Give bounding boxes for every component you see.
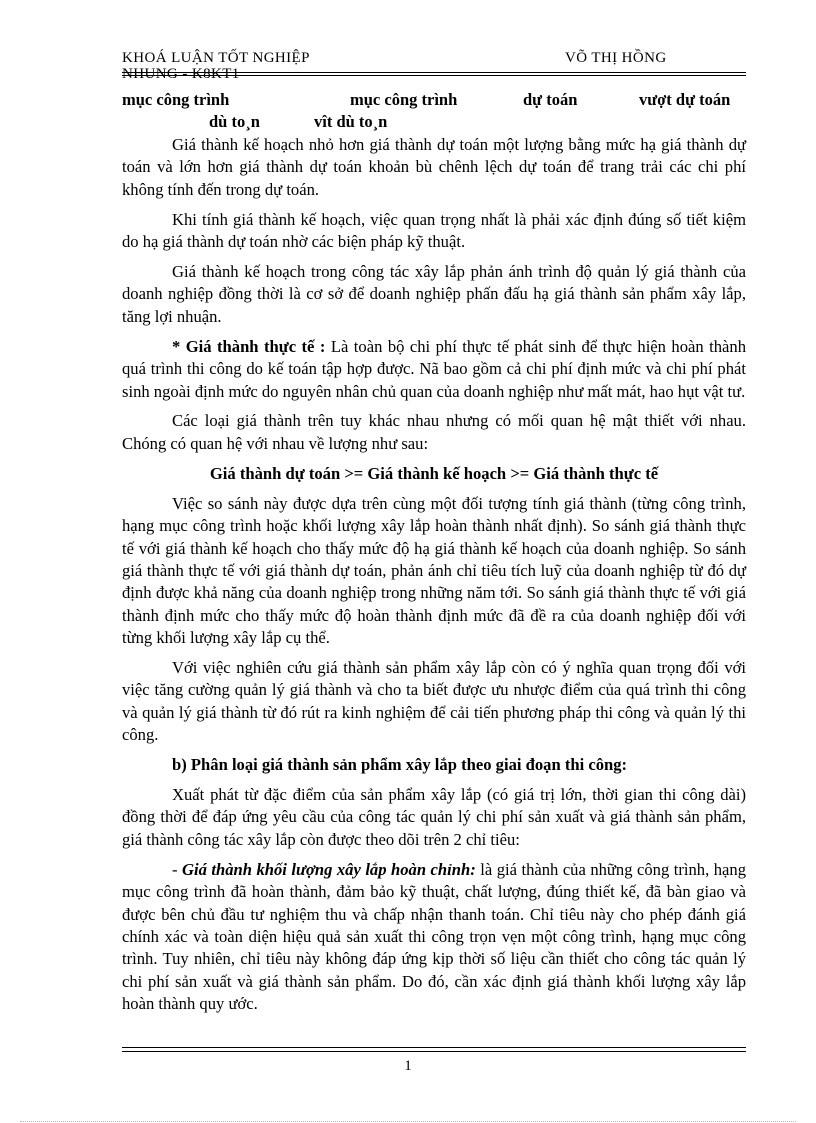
relation-formula: Giá thành dự toán >= Giá thành kế hoạch >= Giá thành thực tế <box>209 463 659 483</box>
term-text: là giá thành của những công trình, hạng mục công trình đã hoàn thành, đảm bảo kỹ thuật, chất lượng, đúng thiết kế, đã bàn giao và được bên chủ đầu tư nghiệm thu và chấp nhận thanh toán. Chỉ tiêu này cho phép đánh giá chính xác và toàn diện hiệu quả sản xuất thi công trọn vẹn một công trình, hạng mục công trình. Tuy nhiên, chỉ tiêu này không đáp ứng kịp thời số liệu cần thiết cho công tác quản lý chi phí sản xuất và giá thành sản phẩm. Do đó, cần xác định giá thành khối lượng xây lắp hoàn thành quy ước. <box>122 859 746 1014</box>
header-rule-bottom <box>122 75 746 76</box>
paragraph-actual-cost <box>122 336 746 403</box>
formula-term: vượt dự toán <box>639 90 731 109</box>
footer-rule-bottom <box>122 1051 746 1052</box>
formula-term: vît dù to¸n <box>314 112 388 131</box>
list-dash: - <box>172 859 183 879</box>
formula-term: dự toán <box>523 90 578 109</box>
body-text <box>122 134 746 1023</box>
header-rule-top <box>122 72 746 73</box>
header-title: KHOÁ LUẬN TỐT NGHIỆP <box>122 50 310 66</box>
formula-term: mục công trình <box>350 90 458 109</box>
header-author: VÕ THỊ HỒNG <box>565 50 667 66</box>
page-edge-divider <box>20 1121 796 1122</box>
header-author-continued: NHUNG - K8KT1 <box>122 66 240 82</box>
term-label: * Giá thành thực tế : <box>172 336 326 356</box>
paragraph: Khi tính giá thành kế hoạch, việc quan trọng nhất là phải xác định đúng số tiết kiệm do hạ giá thành dự toán nhờ các biện pháp kỹ thuật. <box>122 209 746 252</box>
page-number: 1 <box>404 1058 412 1074</box>
paragraph: Giá thành kế hoạch trong công tác xây lắp phản ánh trình độ quản lý giá thành của doanh nghiệp đồng thời là cơ sở để doanh nghiệp phấn đấu hạ giá thành sản phẩm xây lắp, tăng lợi nhuận. <box>122 262 746 326</box>
term-label: Giá thành khối lượng xây lắp hoàn chỉnh: <box>182 859 476 879</box>
footer-rule-top <box>122 1047 746 1048</box>
paragraph: Việc so sánh này được dựa trên cùng một đối tượng tính giá thành (từng công trình, hạng mục công trình hoặc khối lượng xây lắp hoàn thành nhất định). So sánh giá thành thực tế với giá thành kế hoạch cho thấy mức độ hạ giá thành kế hoạch của doanh nghiệp. So sánh giá thành thực tế với giá thành dự toán, phản ánh chỉ tiêu tích luỹ của doanh nghiệp từ đó dự định được khả năng của doanh nghiệp trong những năm tới. So sánh giá thành thực tế với giá thành định mức cho thấy mức độ hoàn thành định mức đã đề ra của doanh nghiệp đối với từng khối lượng xây lắp cụ thể. <box>122 493 746 648</box>
paragraph: Xuất phát từ đặc điểm của sản phẩm xây lắp (có giá trị lớn, thời gian thi công dài) đồng thời để đáp ứng yêu cầu của công tác quản lý chi phí sản xuất và giá thành sản phẩm, giá thành công tác xây lắp còn được theo dõi trên 2 chỉ tiêu: <box>122 785 746 849</box>
formula-term: mục công trình <box>122 90 230 109</box>
formula-term: dù to¸n <box>209 112 260 131</box>
section-heading: b) Phân loại giá thành sản phẩm xây lắp theo giai đoạn thi công: <box>172 755 628 775</box>
paragraph: Với việc nghiên cứu giá thành sản phẩm xây lắp còn có ý nghĩa quan trọng đối với việc tăng cường quản lý giá thành và cho ta biết được ưu nhược điểm của quá trình thi công và quản lý giá thành từ đó rút ra kinh nghiệm để cải tiến phương pháp thi công và quản lý thi công. <box>122 658 746 745</box>
paragraph: Giá thành kế hoạch nhỏ hơn giá thành dự toán một lượng bằng mức hạ giá thành dự toán và lớn hơn giá thành dự toán khoản bù chênh lệch dự toán để trang trải các chi phí không tính đến trong dự toán. <box>122 135 746 199</box>
paragraph-complete-volume <box>122 859 746 1016</box>
term-text: Là toàn bộ chi phí thực tế phát sinh để thực hiện hoàn thành quá trình thi công do kế toán tập hợp được. Nã bao gồm cả chi phí định mức và chi phí phát sinh ngoài định mức do nguyên nhân chủ quan của doanh nghiệp như mất mát, hao hụt vật tư. <box>122 336 746 401</box>
paragraph: Các loại giá thành trên tuy khác nhau nhưng có mối quan hệ mật thiết với nhau. Chóng có quan hệ với nhau về lượng như sau: <box>122 411 746 453</box>
